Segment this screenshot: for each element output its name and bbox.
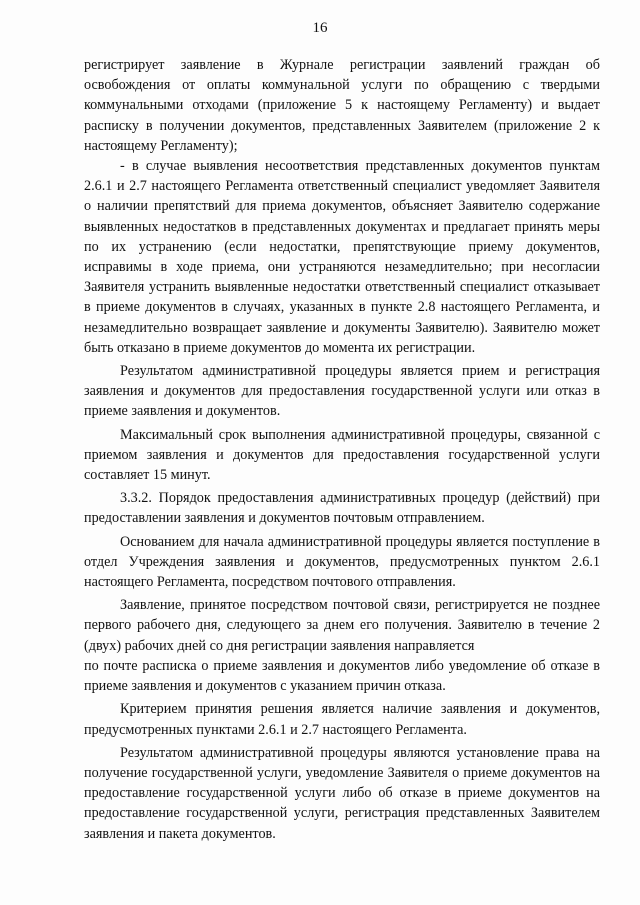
paragraph-basis: Основанием для начала административной процедуры является поступление в отдел Учреждения заявления и документов, предусмотренных пунктом 2.6.1 настоящего Регламента, посредством почтового отправления. [84, 533, 600, 591]
paragraph-section-3-3-2: 3.3.2. Порядок предоставления административных процедур (действий) при предоставлении заявления и документов почтовым отправлением. [84, 490, 600, 527]
paragraph-procedure-result: Результатом административной процедуры является прием и регистрация заявления и документов для предоставления государственной услуги или отказ в приеме заявления и документов. [84, 363, 600, 420]
paragraph-decision-criterion: Критерием принятия решения является наличие заявления и документов, предусмотренных пунктами 2.6.1 и 2.7 настоящего Регламента. [84, 701, 600, 738]
paragraph-final-result: Результатом административной процедуры являются установление права на получение государственной услуги, уведомление Заявителя о приеме документов на предоставление государственной услуги либо об отказе в приеме документов на предоставление государственной услуги, регистрация представленных Заявителем заявления и пакета документов. [84, 744, 600, 842]
document-body [84, 55, 600, 844]
paragraph-postal-registration: Заявление, принятое посредством почтовой связи, регистрируется не позднее первого рабочего дня, следующего за днем его получения. Заявителю в течение 2 (двух) рабочих дней со дня регистрации заявления направляется [84, 597, 600, 654]
paragraph-nonconformity: - в случае выявления несоответствия представленных документов пунктам 2.6.1 и 2.7 настоящего Регламента ответственный специалист уведомляет Заявителя о наличии препятствий для приема документов, объясняет Заявителю содержание выявленных недостатков в представленных документах и предлагает принять меры по их устранению (если недостатки, препятствующие приему документов, исправимы в ходе приема, они устраняются незамедлительно; при несогласии Заявителя устранить выявленные недостатки ответственный специалист отказывает в приеме документов в случаях, указанных в пункте 2.8 настоящего Регламента, и незамедлительно возвращает заявление и документы Заявителю). Заявителю может быть отказано в приеме документов до момента их регистрации. [84, 158, 600, 356]
paragraph-max-duration: Максимальный срок выполнения административной процедуры, связанной с приемом заявления и документов для предоставления государственной услуги составляет 15 минут. [84, 426, 600, 484]
paragraph-postal-receipt: по почте расписка о приеме заявления и документов либо уведомление об отказе в приеме заявления и документов с указанием причин отказа. [84, 657, 600, 695]
page-number: 16 [312, 20, 328, 36]
paragraph-registration: регистрирует заявление в Журнале регистрации заявлений граждан об освобождения от оплаты коммунальной услуги по обращению с твердыми коммунальными отходами (приложение 5 к настоящему Регламенту) и выдает расписку в получении документов, представленных Заявителем (приложение 2 к настоящему Регламенту); [84, 57, 600, 154]
